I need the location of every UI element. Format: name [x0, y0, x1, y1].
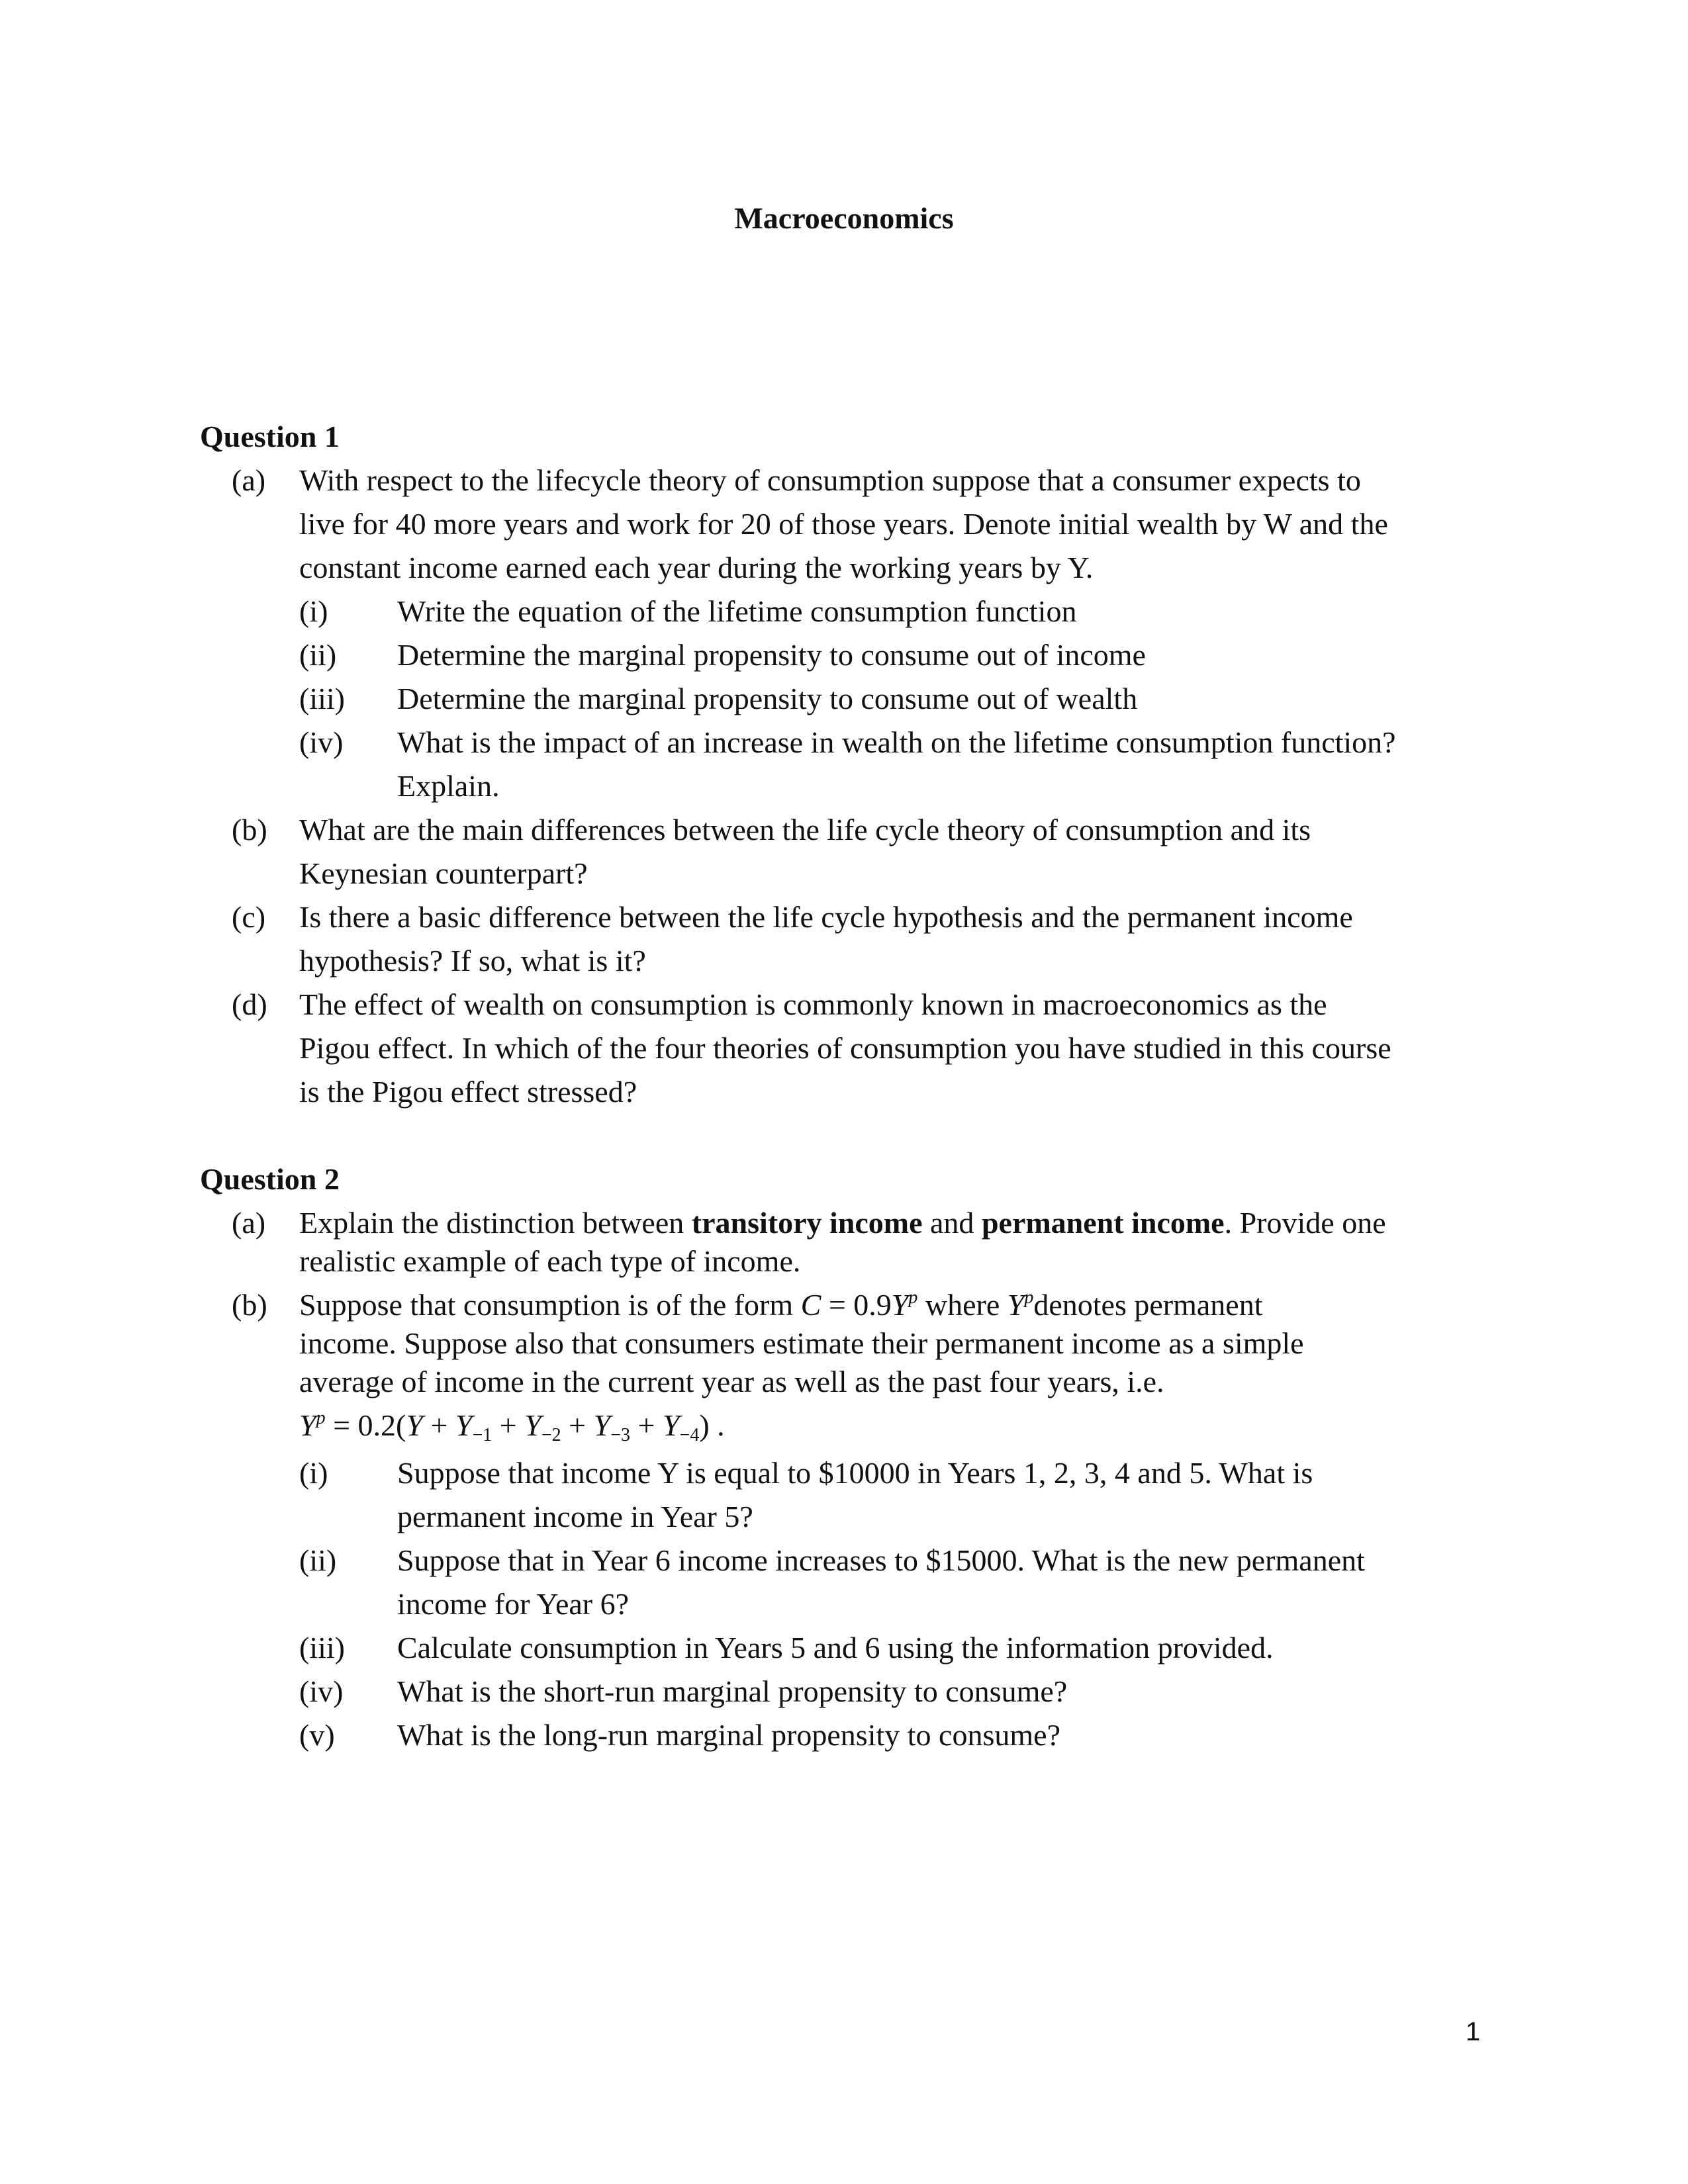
formula-var: Y	[1007, 1288, 1025, 1322]
formula-var: Y	[891, 1288, 909, 1322]
yp-symbol	[1008, 1288, 1034, 1322]
q1-b-label: (b)	[232, 813, 267, 846]
page-title: Macroeconomics	[734, 201, 954, 235]
formula-sup: p	[1024, 1287, 1034, 1308]
formula-var: Y	[406, 1408, 423, 1442]
q1-a-item-text: Explain.	[397, 769, 500, 803]
q2-a-text: Explain the distinction between	[299, 1206, 692, 1240]
q2-b-item-text: What is the long-run marginal propensity to consume?	[397, 1718, 1060, 1752]
formula-var: Y	[524, 1408, 541, 1442]
q2-b-text: where	[917, 1288, 1008, 1322]
q1-a-item-text: Determine the marginal propensity to consume out of wealth	[397, 682, 1138, 715]
q1-d-line: is the Pigou effect stressed?	[299, 1075, 637, 1109]
q2-b-text: denotes permanent	[1033, 1288, 1263, 1322]
q1-a-item-num: (i)	[299, 594, 328, 628]
formula-var: Y	[455, 1408, 473, 1442]
formula-var: C	[800, 1288, 821, 1322]
q1-a-item-text: Determine the marginal propensity to consume out of income	[397, 638, 1146, 672]
formula-op: = 0.2(	[325, 1408, 406, 1442]
q2-a-label: (a)	[232, 1206, 266, 1240]
q1-d-line: Pigou effect. In which of the four theories of consumption you have studied in this course	[299, 1031, 1391, 1065]
q2-a-text: and	[922, 1206, 982, 1240]
q2-b-item-num: (iv)	[299, 1674, 344, 1708]
q1-d-line: The effect of wealth on consumption is commonly known in macroeconomics as the	[299, 987, 1327, 1021]
q2-b-item-text: Suppose that in Year 6 income increases to $15000. What is the new permanent	[397, 1543, 1365, 1577]
q2-b-label: (b)	[232, 1288, 267, 1322]
q2-b-item-text: permanent income in Year 5?	[397, 1500, 753, 1533]
q2-b-item-text: What is the short-run marginal propensity to consume?	[397, 1674, 1068, 1708]
question-2-heading: Question 2	[200, 1162, 340, 1196]
q2-b-text: Suppose that consumption is of the form	[299, 1288, 801, 1322]
q2-b-line: average of income in the current year as well as the past four years, i.e.	[299, 1365, 1164, 1398]
q1-b-line: What are the main differences between the life cycle theory of consumption and its	[299, 813, 1311, 846]
q2-b-item-text: Suppose that income Y is equal to $10000 in Years 1, 2, 3, 4 and 5. What is	[397, 1456, 1313, 1490]
formula-op: +	[492, 1408, 525, 1442]
formula-var: Y	[299, 1408, 316, 1442]
formula-sub: −4	[679, 1425, 700, 1445]
formula-var: Y	[593, 1408, 611, 1442]
q1-a-item-num: (iv)	[299, 725, 344, 759]
formula-sub: −2	[541, 1425, 561, 1445]
q1-c-label: (c)	[232, 900, 266, 934]
formula-var: Y	[662, 1408, 680, 1442]
q2-b-item-num: (v)	[299, 1718, 335, 1752]
q1-a-item-text: What is the impact of an increase in wealth on the lifetime consumption function?	[397, 725, 1396, 759]
q2-b-item-text: income for Year 6?	[397, 1587, 630, 1621]
q2-b-item-text: Calculate consumption in Years 5 and 6 using the information provided.	[397, 1631, 1274, 1664]
q2-a-line: realistic example of each type of income.	[299, 1244, 801, 1278]
q2-a-line	[299, 1203, 1386, 1243]
formula-sup: p	[316, 1408, 326, 1428]
q1-a-line: With respect to the lifecycle theory of consumption suppose that a consumer expects to	[299, 463, 1361, 497]
q2-b-line: income. Suppose also that consumers estimate their permanent income as a simple	[299, 1326, 1304, 1360]
formula-sup: p	[908, 1287, 918, 1308]
q1-c-line: hypothesis? If so, what is it?	[299, 944, 646, 978]
q2-b-item-num: (ii)	[299, 1543, 337, 1577]
question-1-heading: Question 1	[200, 420, 340, 453]
q1-a-label: (a)	[232, 463, 266, 497]
page-number: 1	[1466, 2017, 1481, 2046]
permanent-income-formula	[299, 1406, 725, 1445]
formula-op: = 0.9	[821, 1288, 892, 1322]
q1-c-line: Is there a basic difference between the life cycle hypothesis and the permanent income	[299, 900, 1353, 934]
formula-op: ) .	[699, 1408, 725, 1442]
formula-sub: −1	[472, 1425, 492, 1445]
q1-a-item-num: (iii)	[299, 682, 345, 715]
q1-d-label: (d)	[232, 987, 267, 1021]
q1-a-item-num: (ii)	[299, 638, 337, 672]
formula-sub: −3	[610, 1425, 630, 1445]
q2-b-item-num: (i)	[299, 1456, 328, 1490]
q2-a-text: . Provide one	[1224, 1206, 1386, 1240]
q2-b-line	[299, 1285, 1263, 1325]
formula-op: +	[630, 1408, 663, 1442]
term-permanent-income: permanent income	[981, 1206, 1225, 1240]
consumption-formula	[801, 1288, 918, 1322]
term-transitory-income: transitory income	[691, 1206, 923, 1240]
q1-a-line: constant income earned each year during the working years by Y.	[299, 551, 1094, 584]
q1-b-line: Keynesian counterpart?	[299, 856, 588, 890]
q2-b-item-num: (iii)	[299, 1631, 345, 1664]
formula-op: +	[422, 1408, 455, 1442]
q1-a-line: live for 40 more years and work for 20 of those years. Denote initial wealth by W and the	[299, 507, 1388, 541]
formula-op: +	[561, 1408, 594, 1442]
q1-a-item-text: Write the equation of the lifetime consumption function	[397, 594, 1077, 628]
